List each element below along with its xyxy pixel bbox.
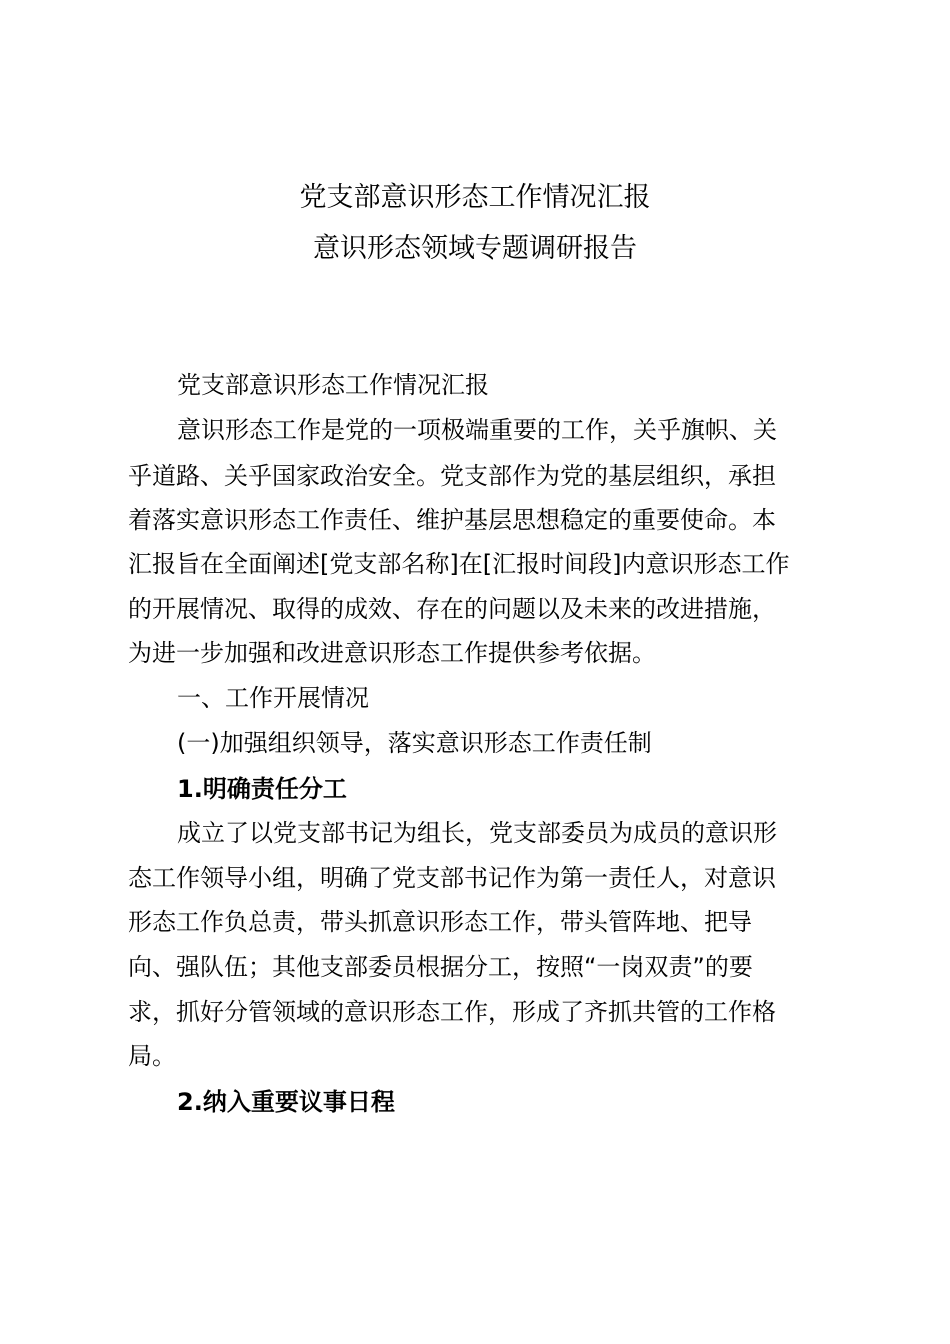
- intro-line: 着落实意识形态工作责任、维护基层思想稳定的重要使命。本: [128, 506, 776, 534]
- intro-line: 汇报旨在全面阐述[党支部名称]在[汇报时间段]内意识形态工作: [128, 550, 790, 578]
- intro-line: 乎道路、关乎国家政治安全。党支部作为党的基层组织，承担: [128, 462, 776, 490]
- subsection-heading: (一)加强组织领导，落实意识形态工作责任制: [177, 729, 652, 757]
- paragraph-line: 形态工作负总责，带头抓意识形态工作，带头管阵地、把导: [128, 908, 752, 936]
- document-title: 党支部意识形态工作情况汇报: [299, 182, 651, 213]
- paragraph-line: 成立了以党支部书记为组长，党支部委员为成员的意识形: [177, 819, 777, 847]
- intro-line: 的开展情况、取得的成效、存在的问题以及未来的改进措施，: [128, 595, 776, 623]
- item-heading: 2.纳入重要议事日程: [177, 1088, 395, 1116]
- paragraph-line: 局。: [128, 1042, 176, 1070]
- document-subtitle: 意识形态领域专题调研报告: [313, 233, 637, 264]
- paragraph-line: 向、强队伍；其他支部委员根据分工，按照“一岗双责”的要: [128, 953, 753, 981]
- section-heading: 一、工作开展情况: [177, 684, 369, 712]
- paragraph-line: 求，抓好分管领域的意识形态工作，形成了齐抓共管的工作格: [128, 998, 776, 1026]
- intro-line: 为进一步加强和改进意识形态工作提供参考依据。: [128, 639, 656, 667]
- item-heading: 1.明确责任分工: [177, 775, 347, 803]
- paragraph-line: 态工作领导小组，明确了党支部书记作为第一责任人，对意识: [128, 864, 776, 892]
- intro-line: 意识形态工作是党的一项极端重要的工作，关乎旗帜、关: [177, 416, 777, 444]
- body-heading: 党支部意识形态工作情况汇报: [177, 371, 489, 399]
